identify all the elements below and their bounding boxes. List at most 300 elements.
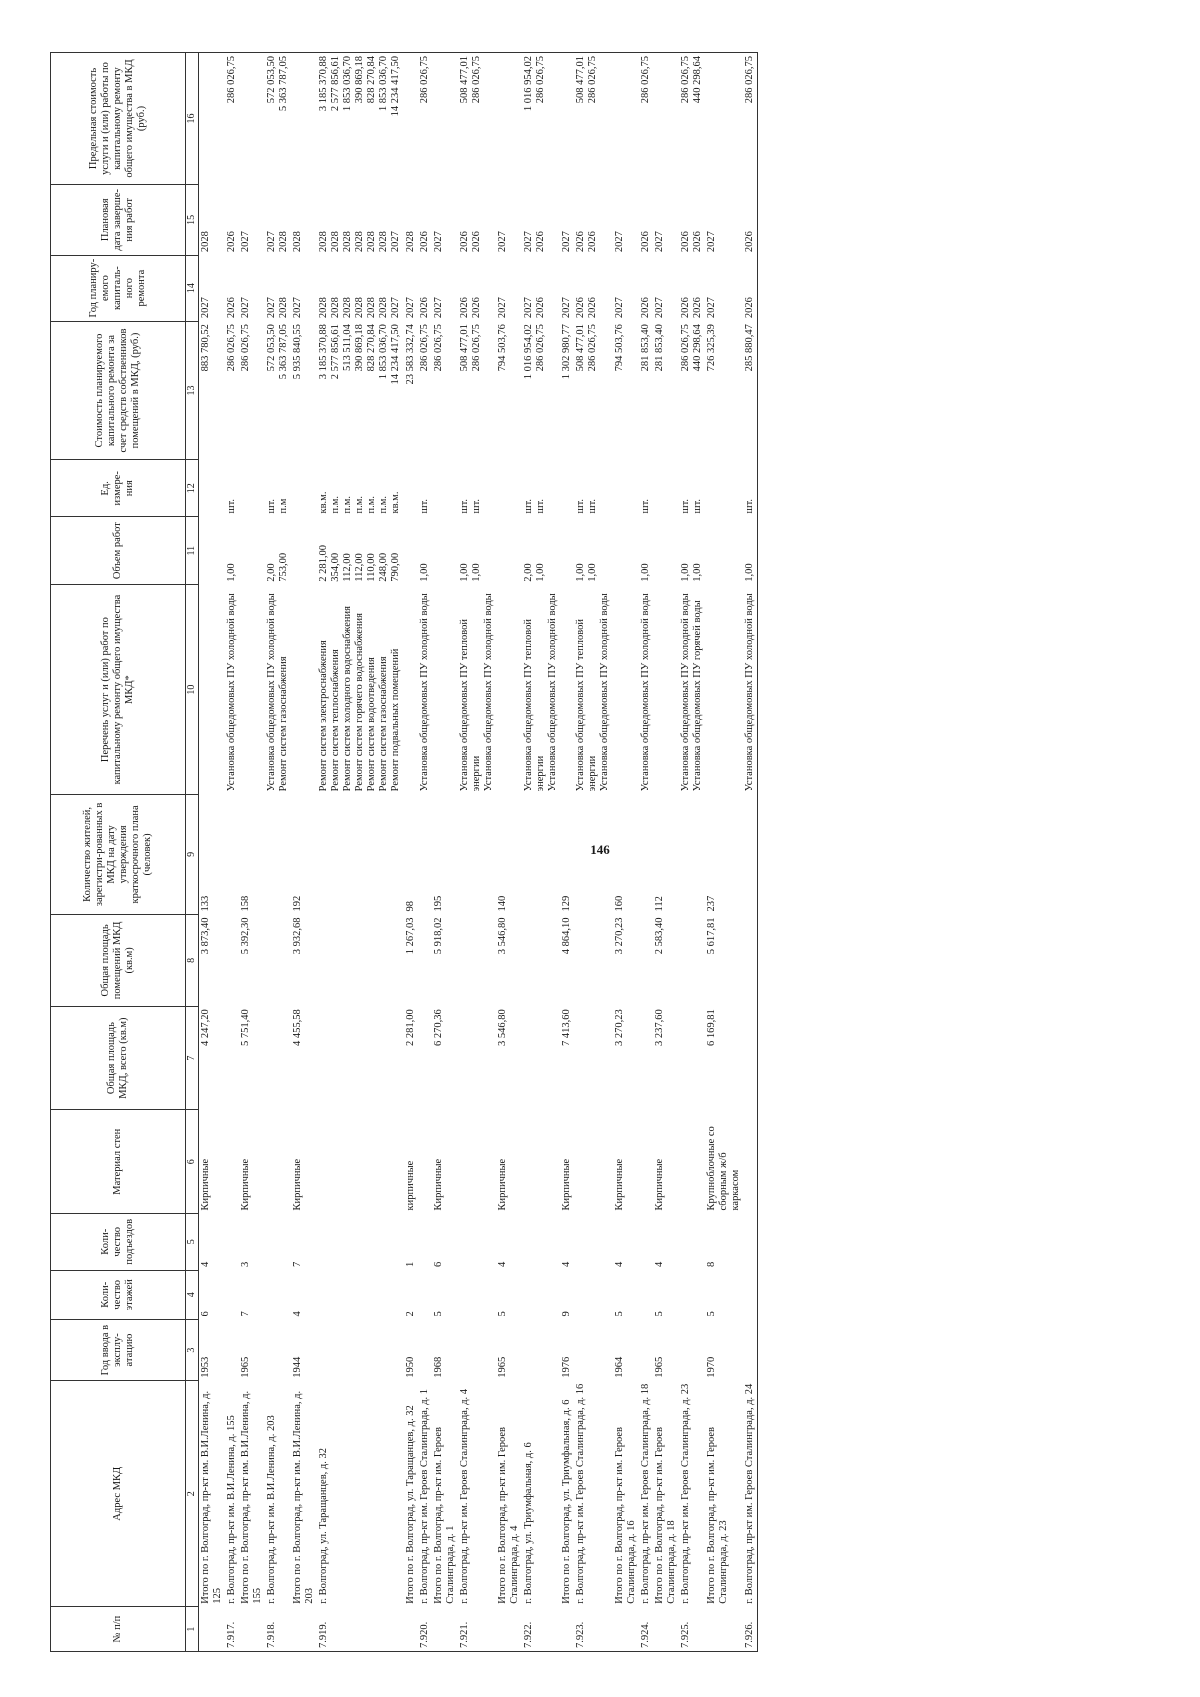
cell-line: 286 026,75 [225,56,237,104]
total-row [404,53,418,1652]
cell-c8: 5 617,81 [705,917,717,955]
cell-line: 5 935 840,55 [291,324,303,380]
cell-c16 [653,53,679,185]
cell-c6: Крупноблочные со сборным ж/б каркасом [705,1126,742,1211]
cell-line [405,520,417,582]
cell-c16 [225,53,239,185]
cell-c14 [560,255,574,321]
column-header-2: Адрес МКД [51,1381,186,1607]
cell-c3 [574,1319,612,1380]
cell-line [561,520,573,582]
cell-line: 14 234 417,50 [390,324,402,385]
cell-c3 [418,1319,432,1380]
cell-line: 2026 [575,297,587,319]
cell-c5: 7 [291,1261,303,1268]
cell-c10 [653,585,679,795]
cell-line: 2026 [535,231,547,253]
cell-c16 [560,53,574,185]
cell-c12 [613,460,639,517]
cell-line: 2027 [705,231,717,253]
cell-line: 2026 [535,297,547,319]
cell-c11 [560,517,574,585]
cell-c10 [613,585,639,795]
cell-c9 [639,794,653,914]
cell-c2: Итого по г. Волгоград, пр-кт им. В.И.Ленина, д. 203 [291,1390,315,1604]
cell-c1 [560,1607,574,1652]
column-header-7: Общая площадь МКД, всего (кв.м) [51,1006,186,1110]
cell-line: Установка общедомовых ПУ тепловой энергии [458,618,482,792]
cell-line: 286 026,75 [239,324,251,372]
cell-c1: 7.925. [679,1607,705,1652]
cell-line: Установка общедомовых ПУ холодной воды [418,593,430,792]
cell-c8: 3 873,40 [199,917,211,955]
column-number-4: 4 [186,1270,199,1319]
cell-c11 [239,517,265,585]
cell-c4: 5 [705,1311,717,1317]
cell-c2: Итого по г. Волгоград, пр-кт им. Героев Сталинграда, д. 4 [496,1427,520,1604]
cell-line: 2 577 856,61 [330,324,342,380]
cell-c12 [560,460,574,517]
cell-line: 281 853,40 [653,324,665,372]
cell-c7: 5 751,40 [239,1009,251,1047]
cell-c5 [679,1214,705,1271]
cell-c13 [198,321,225,460]
cell-line: 1,00 [691,563,703,582]
cell-c15 [705,184,743,255]
cell-line: 2027 [653,297,665,319]
cell-c6: Кирпичные [561,1158,573,1211]
cell-line: 286 026,75 [225,324,237,372]
cell-c9: 160 [613,895,625,912]
cell-line: Установка общедомовых ПУ холодной воды [547,593,559,792]
cell-c16 [291,53,317,185]
cell-c6 [265,1110,291,1214]
cell-c6 [418,1110,432,1214]
column-header-8: Общая площадь помещений МКД (кв.м) [51,914,186,1006]
column-number-5: 5 [186,1214,199,1271]
cell-c8: 3 270,23 [613,917,625,955]
cell-c5 [458,1214,496,1271]
cell-line: 2027 [432,231,444,253]
cell-c16 [496,53,522,185]
cell-c13 [265,321,291,460]
cell-c8 [458,914,496,1006]
cell-line: 2026 [744,297,756,319]
table-row [418,53,432,1652]
table-row [639,53,653,1652]
cell-line: Ремонт систем холодного водоснабжения [342,605,354,792]
cell-line: шт. [575,499,587,514]
cell-c9: 158 [239,895,251,912]
cell-line: 1,00 [587,563,599,582]
cell-c3: 1970 [705,1356,717,1378]
cell-c3: 1965 [653,1356,665,1378]
cell-line [200,520,212,582]
cell-c2: Итого по г. Волгоград, пр-кт им. Героев Сталинграда, д. 18 [653,1427,677,1604]
column-number-2: 2 [186,1381,199,1607]
cell-c16 [432,53,458,185]
cell-line: 790,00 [390,552,402,582]
column-number-12: 12 [186,460,199,517]
column-header-3: Год ввода в эксплу-атацию [51,1319,186,1380]
cell-line: 2028 [342,231,354,253]
cell-c3: 1950 [404,1356,416,1378]
cell-c4: 6 [199,1311,211,1317]
cell-c3: 1944 [291,1356,303,1378]
cell-c9 [225,794,239,914]
cell-c10 [639,585,653,795]
cell-c1 [291,1607,317,1652]
cell-line [292,520,304,582]
cell-c3: 1965 [239,1356,251,1378]
cell-line: 2028 [330,297,342,319]
column-header-6: Материал стен [51,1110,186,1214]
cell-c7 [522,1006,560,1110]
cell-c8: 3 546,80 [496,917,508,955]
cell-c11 [496,517,522,585]
repair-plan-table [50,52,1150,1652]
cell-line [240,588,252,792]
cell-c14 [679,255,705,321]
cell-c11 [613,517,639,585]
column-header-9: Количество жителей, зарегистри-рованных в МКД на дату утверждения краткосрочного плана (человек) [51,794,186,914]
cell-line: Ремонт систем газоснабжения [277,656,289,792]
total-row [653,53,679,1652]
total-row [613,53,639,1652]
cell-c5: 3 [239,1261,251,1268]
cell-c4 [522,1270,560,1319]
cell-line: 286 026,75 [418,324,430,372]
table-row [574,53,612,1652]
cell-line: 2028 [318,297,330,319]
cell-line [292,463,304,514]
cell-c8 [265,914,291,1006]
cell-c6: Кирпичные [613,1158,625,1211]
cell-c3: 1976 [561,1356,573,1378]
column-header-4: Коли-чество этажей [51,1270,186,1319]
cell-c15 [198,184,225,255]
cell-line [614,588,626,792]
cell-c11 [653,517,679,585]
cell-line [433,56,445,181]
cell-c8 [679,914,705,1006]
cell-line: 2026 [587,231,599,253]
cell-line: 2027 [561,231,573,253]
cell-c3 [265,1319,291,1380]
cell-line: п.м. [342,496,354,514]
column-number-3: 3 [186,1319,199,1380]
cell-c14 [574,255,612,321]
cell-c15 [239,184,265,255]
cell-line: 1 853 036,70 [378,56,390,112]
table [50,52,758,1652]
cell-c9 [265,794,291,914]
cell-c13 [653,321,679,460]
cell-line: 2027 [390,231,402,253]
cell-c5 [225,1214,239,1271]
cell-line: 2028 [378,297,390,319]
cell-c14 [432,255,458,321]
cell-line: 248,00 [378,552,390,582]
total-row [705,53,743,1652]
cell-c5 [522,1214,560,1271]
cell-c12 [574,460,612,517]
cell-c1 [705,1607,743,1652]
cell-c4 [225,1270,239,1319]
cell-line: 2026 [575,231,587,253]
cell-line: 828 270,84 [366,56,378,104]
cell-line: 390 869,18 [354,324,366,372]
column-header-10: Перечень услуг и (или) работ по капитальному ремонту общего имущества МКД* [51,585,186,795]
cell-c5: 1 [404,1261,416,1268]
table-row [225,53,239,1652]
cell-c10 [239,585,265,795]
column-header-13: Стоимость планируемого капитального ремонта за счет средств собственников помещений в МКД, (руб.) [51,321,186,460]
cell-c4 [317,1270,403,1319]
cell-line: 883 780,52 [199,324,211,372]
cell-c1: 7.919. [317,1607,403,1652]
cell-c7 [418,1006,432,1110]
cell-c14 [291,255,317,321]
cell-c1 [496,1607,522,1652]
cell-c12 [404,460,418,517]
cell-line: 1,00 [418,563,430,582]
cell-c9: 192 [291,895,303,912]
cell-line: 2026 [225,297,237,319]
cell-line: Установка общедомовых ПУ холодной воды [639,593,651,792]
cell-line: 2028 [318,231,330,253]
cell-c13 [458,321,496,460]
cell-line: 286 026,75 [535,324,547,372]
cell-line: 2027 [653,231,665,253]
cell-line [240,463,252,514]
cell-c14 [418,255,432,321]
cell-c14 [458,255,496,321]
cell-c14 [743,255,758,321]
cell-line: Установка общедомовых ПУ горячей воды [691,600,703,792]
cell-line: 286 026,75 [470,56,482,104]
cell-c3 [458,1319,496,1380]
cell-line: 286 026,75 [639,56,651,104]
cell-c4 [679,1270,705,1319]
column-header-15: Плановая дата заверше-ния работ [51,184,186,255]
cell-c2: г. Волгоград, пр-кт им. В.И.Ленина, д. 203 [265,1415,277,1604]
cell-line: шт. [639,499,651,514]
cell-line [497,588,509,792]
cell-c10 [225,585,239,795]
cell-c13 [418,321,432,460]
cell-c2: г. Волгоград, пр-кт им. Героев Сталинграда, д. 1 [418,1388,430,1604]
cell-line: 572 053,50 [265,56,277,104]
cell-c12 [743,460,758,517]
cell-c1: 7.922. [522,1607,560,1652]
cell-c9 [458,794,496,914]
cell-line: 23 583 332,74 [404,324,416,385]
cell-c13 [496,321,522,460]
cell-line [405,56,417,181]
column-number-14: 14 [186,255,199,321]
cell-line: 828 270,84 [366,324,378,372]
column-header-14: Год планиру-емого капиталь-ного ремонта [51,255,186,321]
cell-line: 390 869,18 [354,56,366,104]
cell-line: 286 026,75 [679,324,691,372]
cell-c6 [679,1110,705,1214]
page-number: 146 [590,842,610,857]
cell-c11 [432,517,458,585]
cell-line: 14 234 417,50 [390,56,402,117]
cell-line [706,588,718,792]
cell-c2: Итого по г. Волгоград, пр-кт им. Героев Сталинграда, д. 1 [432,1427,456,1604]
cell-c2: Итого по г. Волгоград, пр-кт им. В.И.Ленина, д. 125 [199,1390,223,1604]
cell-line: 286 026,75 [744,56,756,104]
cell-c14 [239,255,265,321]
cell-c16 [404,53,418,185]
cell-line: 1 853 036,70 [378,324,390,380]
cell-c8 [418,914,432,1006]
cell-c7 [639,1006,653,1110]
cell-line: шт. [458,499,470,514]
column-header-16: Предельная стоимость услуги и (или) работы по капитальному ремонту общего имущества в МКД (руб.) [51,53,186,185]
cell-c15 [613,184,639,255]
cell-c14 [639,255,653,321]
cell-c15 [225,184,239,255]
cell-line: 3 185 370,88 [318,56,330,112]
cell-c8: 1 267,03 [404,917,416,955]
cell-line: 508 477,01 [575,56,587,104]
cell-c6 [317,1110,403,1214]
table-row [317,53,403,1652]
table-row [522,53,560,1652]
cell-c2: г. Волгоград, пр-кт им. Героев Сталинграда, д. 23 [679,1383,691,1604]
cell-c4 [418,1270,432,1319]
cell-c9 [679,794,705,914]
cell-c1 [653,1607,679,1652]
cell-line: 2027 [239,231,251,253]
cell-c12 [265,460,291,517]
cell-line [405,588,417,792]
cell-c10 [522,585,560,795]
cell-c9: 140 [496,895,508,912]
cell-line: 2026 [639,297,651,319]
cell-line [654,463,666,514]
column-header-11: Объем работ [51,517,186,585]
cell-c16 [679,53,705,185]
cell-c1: 7.917. [225,1607,239,1652]
cell-line: 2028 [404,231,416,253]
cell-line: Установка общедомовых ПУ холодной воды [679,593,691,792]
cell-line: кв.м. [318,491,330,514]
cell-c1: 7.920. [418,1607,432,1652]
cell-line [706,56,718,181]
cell-c5 [265,1214,291,1271]
cell-line: п.м. [366,496,378,514]
cell-line: 112,00 [354,553,366,582]
cell-line [497,463,509,514]
cell-line: 726 325,39 [705,324,717,372]
cell-line: 2 577 856,61 [330,56,342,112]
cell-line: кв.м. [390,491,402,514]
cell-c8 [317,914,403,1006]
cell-c6: Кирпичные [653,1158,665,1211]
cell-c12 [653,460,679,517]
cell-c13 [574,321,612,460]
cell-c13 [404,321,418,460]
cell-line: 508 477,01 [458,56,470,104]
cell-line: п.м. [330,496,342,514]
cell-c6: Кирпичные [291,1158,303,1211]
cell-c9 [317,794,403,914]
cell-line: 2028 [342,297,354,319]
cell-line: 2027 [496,231,508,253]
cell-c7 [679,1006,705,1110]
cell-c5: 4 [199,1261,211,1268]
cell-c5: 8 [705,1261,717,1268]
cell-c14 [705,255,743,321]
cell-c10 [458,585,496,795]
cell-c14 [198,255,225,321]
cell-line: 5 363 787,05 [277,56,289,112]
cell-line [433,588,445,792]
cell-line: 286 026,75 [432,324,444,372]
total-row [239,53,265,1652]
cell-line [433,520,445,582]
cell-line: Установка общедомовых ПУ холодной воды [744,593,756,792]
cell-line: 286 026,75 [679,56,691,104]
column-number-1: 1 [186,1607,199,1652]
cell-c12 [239,460,265,517]
column-number-row [186,53,199,1652]
cell-c11 [291,517,317,585]
cell-c11 [198,517,225,585]
cell-c5: 4 [496,1261,508,1268]
table-row [458,53,496,1652]
cell-line [200,463,212,514]
cell-c2: Итого по г. Волгоград, ул. Триумфальная, д. 6 [561,1399,573,1604]
cell-line [654,520,666,582]
cell-c16 [418,53,432,185]
cell-c16 [522,53,560,185]
cell-line: Ремонт систем теплоснабжения [330,649,342,792]
cell-c15 [317,184,403,255]
total-row [432,53,458,1652]
cell-c12 [496,460,522,517]
cell-c12 [418,460,432,517]
cell-c1: 7.924. [639,1607,653,1652]
cell-c10 [404,585,418,795]
cell-c16 [265,53,291,185]
cell-line: 2026 [225,231,237,253]
cell-c8 [743,914,758,1006]
cell-c10 [574,585,612,795]
cell-line: 2026 [470,297,482,319]
cell-c16 [613,53,639,185]
cell-c14 [404,255,418,321]
cell-line [561,56,573,181]
cell-line: 2026 [639,231,651,253]
cell-line: Ремонт подвальных помещений [390,648,402,792]
cell-c8: 5 918,02 [432,917,444,955]
cell-line: 286 026,75 [470,324,482,372]
cell-c5 [317,1214,403,1271]
cell-c15 [743,184,758,255]
cell-c15 [522,184,560,255]
cell-c9 [574,794,612,914]
cell-c4 [265,1270,291,1319]
column-number-6: 6 [186,1110,199,1214]
cell-line: 5 363 787,05 [277,324,289,380]
cell-line: 2028 [354,231,366,253]
cell-c12 [522,460,560,517]
